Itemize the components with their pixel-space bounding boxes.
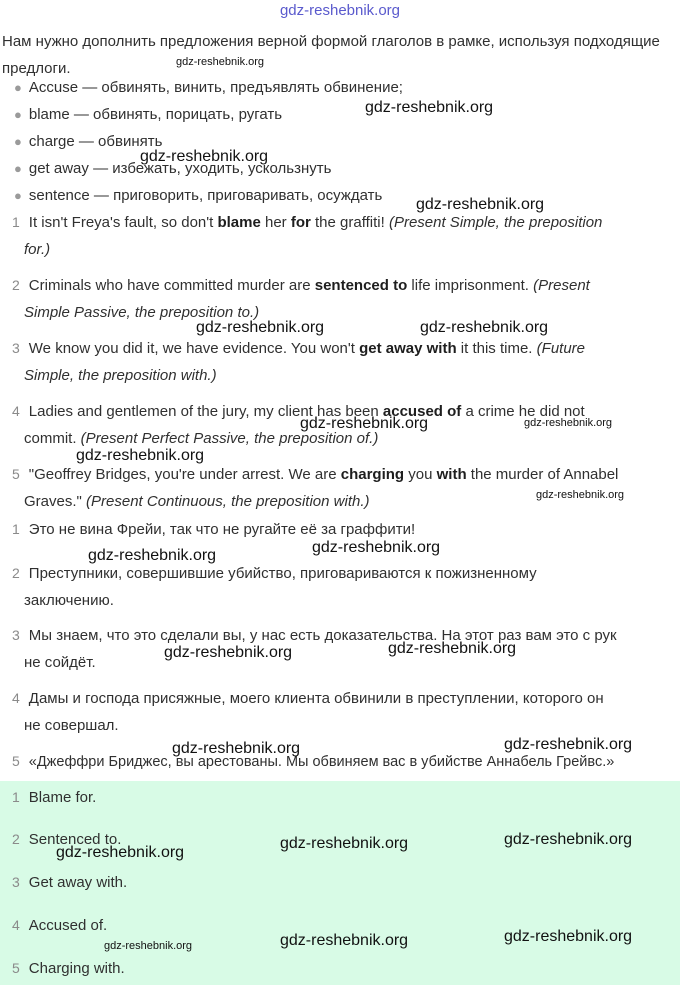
answer-item: 2 Sentenced to. [12, 831, 122, 848]
watermark: gdz-reshebnik.org [196, 319, 325, 336]
watermark: gdz-reshebnik.org [388, 640, 517, 657]
watermark: gdz-reshebnik.org [416, 196, 545, 213]
russian-sentence-line: не совершал. [24, 717, 119, 734]
vocab-item: ● sentence — приговорить, приговаривать, осуждать [14, 187, 383, 204]
english-sentence-line: Graves." (Present Continuous, the preposition with.) [24, 493, 370, 510]
english-sentence-line: 1 It isn't Freya's fault, so don't blame her for the graffiti! (Present Simple, the preposition [12, 214, 603, 231]
watermark: gdz-reshebnik.org [504, 831, 633, 848]
russian-sentence-line: 1 Это не вина Фрейи, так что не ругайте её за граффити! [12, 521, 416, 538]
english-sentence-line: 2 Criminals who have committed murder are sentenced to life imprisonment. (Present [12, 277, 590, 294]
answer-item: 1 Blame for. [12, 789, 97, 806]
answer-item: 4 Accused of. [12, 917, 108, 934]
watermark: gdz-reshebnik.org [524, 417, 613, 429]
vocab-item: ● blame — обвинять, порицать, ругать [14, 106, 283, 123]
watermark: gdz-reshebnik.org [365, 99, 494, 116]
watermark: gdz-reshebnik.org [300, 415, 429, 432]
bullet-icon: ● [14, 80, 22, 95]
watermark: gdz-reshebnik.org [504, 736, 633, 753]
watermark: gdz-reshebnik.org [172, 740, 301, 757]
bullet-icon: ● [14, 107, 22, 122]
watermark: gdz-reshebnik.org [280, 835, 409, 852]
bullet-icon: ● [14, 188, 22, 203]
intro-text: Нам нужно дополнить предложения верной формой глаголов в рамке, используя подходящие предлоги. [2, 33, 660, 77]
russian-sentence-line: 2 Преступники, совершившие убийство, приговариваются к пожизненному [12, 565, 537, 582]
watermark: gdz-reshebnik.org [88, 547, 217, 564]
russian-sentence-line: не сойдёт. [24, 654, 96, 671]
header-watermark: gdz-reshebnik.org [279, 2, 401, 19]
vocab-item: ● get away — избежать, уходить, ускользнуть [14, 160, 332, 177]
english-sentence-line: Simple, the preposition with.) [24, 367, 217, 384]
english-sentence-line: commit. (Present Perfect Passive, the preposition of.) [24, 430, 379, 447]
bullet-icon: ● [14, 134, 22, 149]
watermark: gdz-reshebnik.org [420, 319, 549, 336]
watermark: gdz-reshebnik.org [504, 928, 633, 945]
english-sentence-line: 3 We know you did it, we have evidence. You won't get away with it this time. (Future [12, 340, 586, 357]
watermark: gdz-reshebnik.org [176, 56, 265, 68]
watermark: gdz-reshebnik.org [56, 844, 185, 861]
answer-item: 3 Get away with. [12, 874, 128, 891]
watermark: gdz-reshebnik.org [104, 940, 193, 952]
vocab-item: ● Accuse — обвинять, винить, предъявлять обвинение; [14, 79, 403, 96]
watermark: gdz-reshebnik.org [76, 447, 205, 464]
answer-item: 5 Charging with. [12, 960, 125, 977]
vocab-item: ● charge — обвинять [14, 133, 163, 150]
watermark: gdz-reshebnik.org [536, 489, 625, 501]
watermark: gdz-reshebnik.org [164, 644, 293, 661]
watermark: gdz-reshebnik.org [312, 539, 441, 556]
russian-sentence-line: 4 Дамы и господа присяжные, моего клиента обвинили в преступлении, которого он [12, 690, 604, 707]
english-sentence-line: 4 Ladies and gentlemen of the jury, my client has been accused of a crime he did not [12, 403, 585, 420]
russian-sentence-line: 5 «Джеффри Бриджес, вы арестованы. Мы обвиняем вас в убийстве Аннабель Грейвс.» [12, 753, 615, 770]
russian-sentence-line: заключению. [24, 592, 114, 609]
watermark: gdz-reshebnik.org [280, 932, 409, 949]
english-sentence-line: Simple Passive, the preposition to.) [24, 304, 260, 321]
bullet-icon: ● [14, 161, 22, 176]
russian-sentence-line: 3 Мы знаем, что это сделали вы, у нас есть доказательства. На этот раз вам это с рук [12, 627, 617, 644]
watermark: gdz-reshebnik.org [140, 148, 269, 165]
english-sentence-line: for.) [24, 241, 51, 258]
english-sentence-line: 5 "Geoffrey Bridges, you're under arrest. We are charging you with the murder of Annabel [12, 466, 619, 483]
